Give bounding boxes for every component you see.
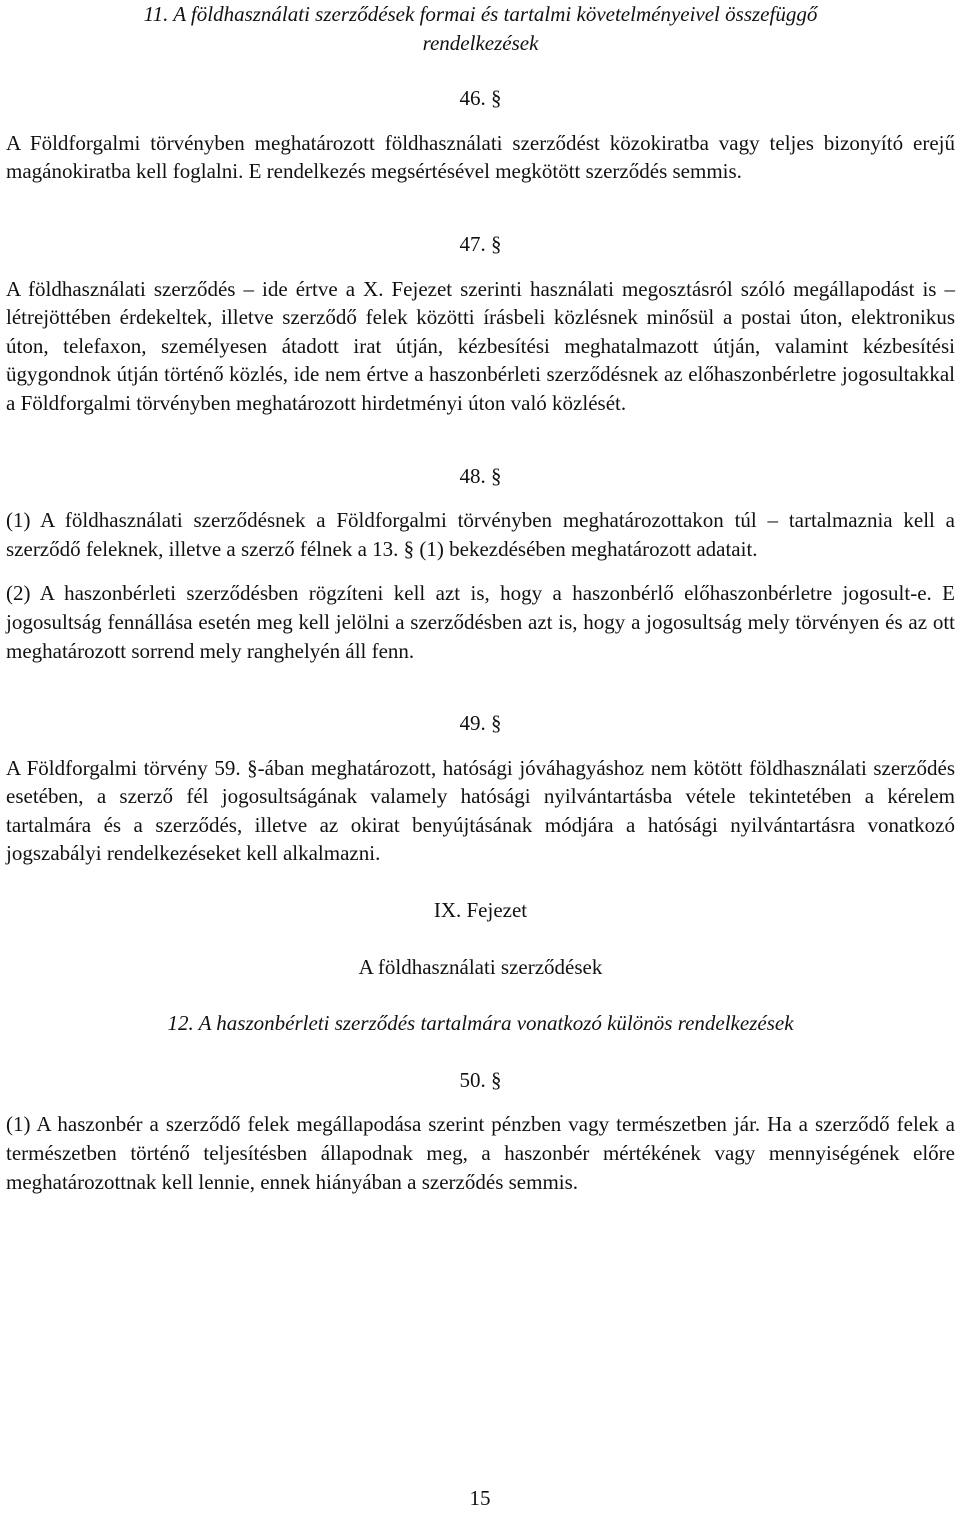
section-number-49: 49. § (459, 711, 502, 736)
subchapter-title: 12. A haszonbérleti szerződés tartalmára vonatkozó különös rendelkezések (167, 1011, 794, 1036)
chapter-title: A földhasználati szerződések (358, 954, 603, 979)
chapter-number: IX. Fejezet (433, 898, 528, 923)
section-number-47: 47. § (459, 231, 502, 256)
section-title-line-2: rendelkezések (422, 30, 539, 55)
section-48-paragraph-2: (2) A haszonbérleti szerződésben rögzíteni kell azt is, hogy a haszonbérlő előhaszonbérletre jogosult-e. E jogosultság fennállása esetén meg kell jelölni a szerződésben azt is, hogy a jogosultság mely törvényen és az ott meghatározott sorrend mely ranghelyén áll fenn. (6, 581, 955, 663)
section-49-paragraph: A Földforgalmi törvény 59. §-ában meghatározott, hatósági jóváhagyáshoz nem kötött földhasználati szerződés esetében, a szerző fél jogosultságának valamely hatósági nyilvántartásba vétele tekintetében a kérelem tartalmára és a szerződés, illetve az okirat benyújtásának módjára a hatósági nyilvántartásra vonatkozó jogszabályi rendelkezéseket kell alkalmazni. (6, 755, 955, 866)
section-47-paragraph: A földhasználati szerződés – ide értve a X. Fejezet szerinti használati megosztásról szóló megállapodást is – létrejöttében érdekeltek, illetve szerződő felek közötti írásbeli közlésnek minősül a postai úton, elektronikus úton, telefaxon, személyesen átadott irat útján, kézbesítési meghatalmazott útján, valamint kézbesítési ügygondnok útján történő közlés, ide nem értve a haszonbérleti szerződésnek az előhaszonbérletre jogosultakkal a Földforgalmi törvényben meghatározott hirdetményi úton való közlését. (6, 276, 955, 415)
section-48-paragraph-1: (1) A földhasználati szerződésnek a Földforgalmi törvényben meghatározottakon túl – tartalmaznia kell a szerződő feleknek, illetve a szerző félnek a 13. § (1) bekezdésében meghatározott adatait. (6, 508, 955, 561)
section-number-50: 50. § (459, 1067, 502, 1092)
section-50-paragraph: (1) A haszonbér a szerződő felek megállapodása szerint pénzben vagy természetben jár. Ha a szerződő felek a természetben történő teljesítésben állapodnak meg, a haszonbér mértékének vagy mennyiségének előre meghatározottnak kell lennie, ennek hiányában a szerződés semmis. (6, 1112, 955, 1194)
section-number-48: 48. § (459, 463, 502, 488)
page-number: 15 (469, 1486, 491, 1510)
section-number-46: 46. § (459, 86, 502, 111)
section-title (6, 0, 955, 57)
section-46-paragraph: A Földforgalmi törvényben meghatározott földhasználati szerződést közokiratba vagy teljes bizonyító erejű magánokiratba kell foglalni. E rendelkezés megsértésével megkötött szerződés semmis. (6, 130, 955, 184)
document-page (6, 0, 955, 1196)
section-title-line-1: 11. A földhasználati szerződések formai és tartalmi követelményeivel összefüggő (143, 2, 818, 26)
